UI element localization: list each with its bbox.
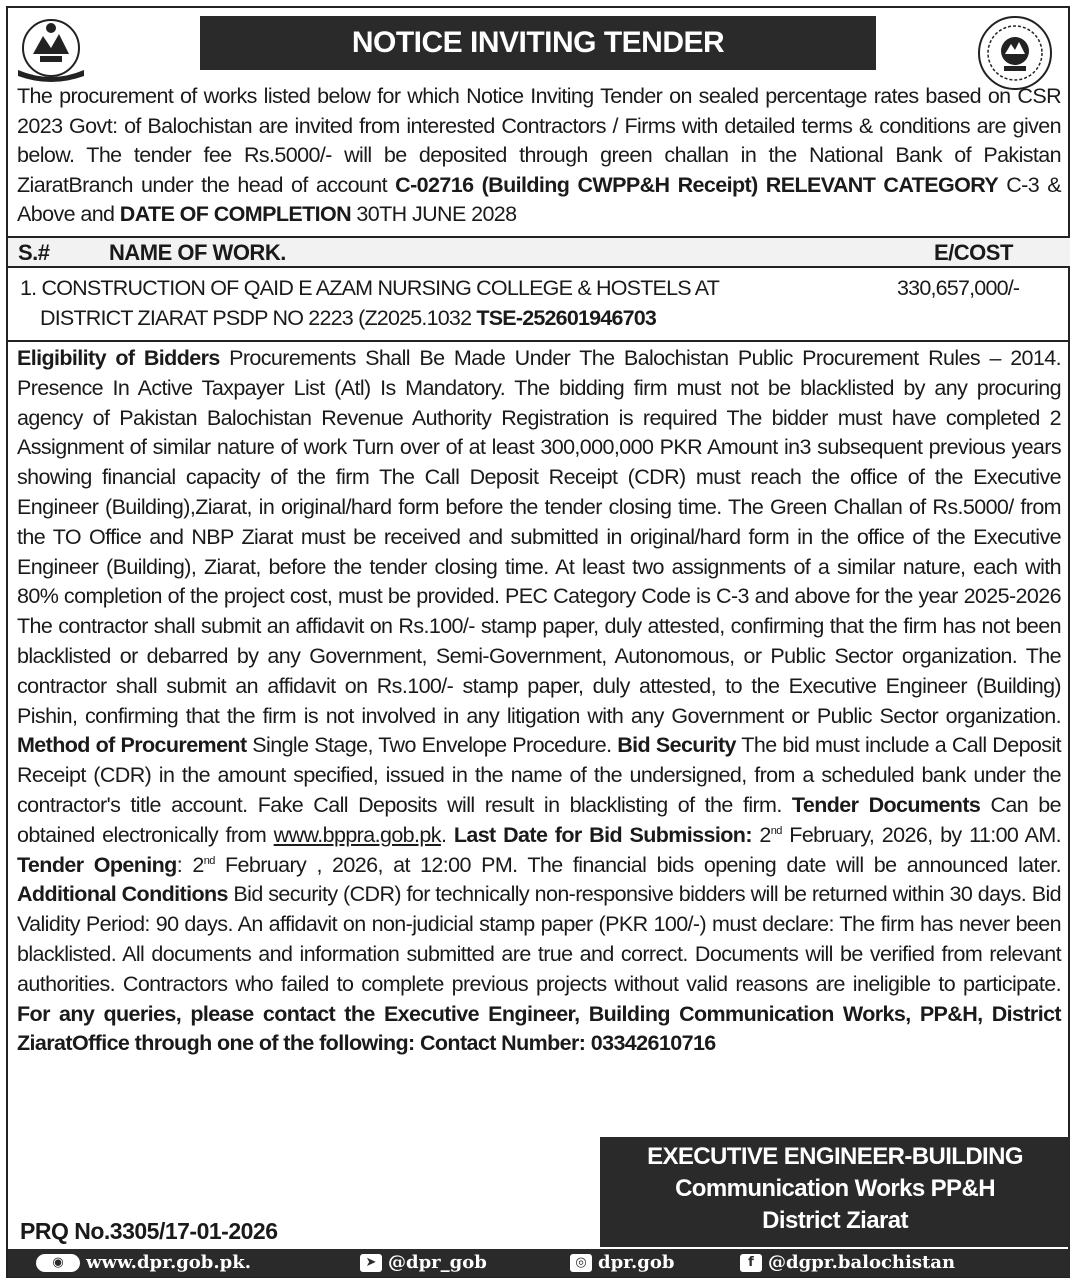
work-estimated-cost: 330,657,000/- — [897, 276, 1020, 300]
instagram-icon: ◎ — [570, 1254, 592, 1272]
notice-title: NOTICE INVITING TENDER — [200, 16, 876, 70]
footer-instagram[interactable] — [570, 1252, 674, 1273]
footer-twitter[interactable] — [360, 1252, 487, 1273]
instagram-text: dpr.gob — [598, 1252, 675, 1273]
account-head: C-02716 (Building CWPP&H Receipt) RELEVANT CATEGORY — [395, 172, 999, 197]
additional-text: Bid security (CDR) for technically non-responsive bidders will be returned within 30 days. Bid Validity Period: 90 days. An affidavit on non-judicial stamp paper (PKR 100/-) must declare: The firm has never been blacklisted. All documents and information submitted are true and correct. Documents will be verified from relevant authorities. Contractors who failed to complete previous projects without valid reasons are ineligible to participate. — [17, 882, 1061, 996]
category-text: C-3 & Above and — [17, 172, 1061, 226]
column-work-name: NAME OF WORK. — [109, 240, 286, 265]
footer-bar — [8, 1249, 1070, 1277]
works-table-header — [8, 236, 1070, 268]
last-date-text: February, 2026, by 11:00 AM. — [781, 822, 1062, 847]
method-label: Method of Procurement — [17, 733, 247, 758]
signature-department: Communication Works PP&H — [675, 1175, 995, 1202]
opening-suffix: nd — [203, 854, 215, 867]
opening-label: Tender Opening — [17, 852, 177, 877]
prq-number: PRQ No.3305/17-01-2026 — [20, 1218, 278, 1244]
completion-label: DATE OF COMPLETION — [119, 202, 352, 226]
work-name-line2 — [40, 306, 656, 331]
government-emblem-icon — [12, 14, 90, 82]
documents-end: . — [440, 822, 454, 847]
signature-block — [600, 1137, 1070, 1247]
globe-icon: ◉ — [36, 1254, 80, 1272]
method-text: Single Stage, Two Envelope Procedure. — [246, 733, 618, 758]
work-tse: TSE-252601946703 — [476, 306, 657, 330]
intro-text: The procurement of works listed below for which Notice Inviting Tender on sealed percentage rates based on CSR 2023 Govt: of Balochistan are invited from interested Contractors / Firms with detailed terms & conditions are given below. The tender fee Rs.5000/- will be deposited through green challan in the National Bank of Pakistan ZiaratBranch under the head of account — [17, 84, 1061, 197]
last-date-label: Last Date for Bid Submission: — [453, 822, 752, 847]
signature-district: District Ziarat — [762, 1207, 908, 1234]
work-name-line1: 1. CONSTRUCTION OF QAID E AZAM NURSING COLLEGE & HOSTELS AT — [20, 276, 720, 300]
last-date-suffix: nd — [770, 824, 782, 837]
documents-label: Tender Documents — [791, 792, 981, 817]
documents-text: Can be obtained electronically from — [17, 792, 1061, 847]
terms-paragraph — [17, 344, 1061, 1059]
facebook-icon: f — [740, 1254, 762, 1272]
last-date-day: 2 — [751, 822, 771, 847]
eligibility-label: Eligibility of Bidders — [17, 346, 220, 370]
bppra-link[interactable]: www.bppra.gob.pk — [273, 822, 441, 847]
table-row — [8, 270, 1070, 342]
column-serial: S.# — [18, 240, 50, 265]
eligibility-text: Procurements Shall Be Made Under The Balochistan Public Procurement Rules – 2014. Presence In Active Taxpayer List (Atl) Is Mandatory. The bidding firm must not be blacklisted by any procuring agency of Pakistan Balochistan Revenue Authority Registration is required The bidder must have completed 2 Assignment of similar nature of work Turn over of at least 300,000,000 PKR Amount in3 subsequent previous years showing financial capacity of the firm The Call Deposit Receipt (CDR) must reach the office of the Executive Engineer (Building),Ziarat, in original/hard form before the tender closing time. The Green Challan of Rs.5000/ from the TO Office and NBP Ziarat must be received and submitted in original/hard form in the office of the Executive Engineer (Building), Ziarat, before the tender closing time. At least two assignments of a similar nature, each with 80% completion of the project cost, must be provided. PEC Category Code is C-3 and above for the year 2025-2026 The contractor shall submit an affidavit on Rs.100/- stamp paper, duly attested, confirming that the firm has not been blacklisted or debarred by any Government, Semi-Government, Autonomous, or Public Sector organization. The contractor shall submit an affidavit on Rs.100/- stamp paper, duly attested, to the Executive Engineer (Building) Pishin, confirming that the firm is not involved in any litigation with any Government or Public Sector organization. — [17, 346, 1062, 728]
twitter-icon: ➤ — [360, 1254, 382, 1272]
column-estimated-cost: E/COST — [934, 240, 1013, 265]
balochistan-seal-icon — [972, 14, 1058, 92]
security-text: The bid must include a Call Deposit Receipt (CDR) in the amount specified, issued in the name of the undersigned, from a scheduled bank under the contractor's title account. Fake Call Deposits will result in blacklisting of the firm. — [17, 733, 1061, 817]
website-text: www.dpr.gob.pk. — [86, 1252, 251, 1273]
completion-date: 30TH JUNE 2028 — [351, 202, 517, 226]
footer-website[interactable] — [36, 1252, 251, 1273]
additional-label: Additional Conditions — [17, 882, 228, 907]
work-psdp: DISTRICT ZIARAT PSDP NO 2223 (Z2025.1032 — [40, 306, 477, 330]
intro-paragraph — [17, 82, 1061, 230]
opening-text: February , 2026, at 12:00 PM. The financial bids opening date will be announced later. — [214, 852, 1061, 877]
facebook-text: @dgpr.balochistan — [768, 1252, 956, 1273]
twitter-text: @dpr_gob — [388, 1252, 487, 1273]
footer-facebook[interactable] — [740, 1252, 955, 1273]
queries-text: For any queries, please contact the Executive Engineer, Building Communication Works, PP&H, District ZiaratOffice through one of the following: Contact Number: 03342610716 — [17, 1001, 1061, 1056]
signature-title: EXECUTIVE ENGINEER-BUILDING — [647, 1143, 1023, 1170]
security-label: Bid Security — [617, 733, 736, 758]
opening-day: : 2 — [176, 852, 204, 877]
